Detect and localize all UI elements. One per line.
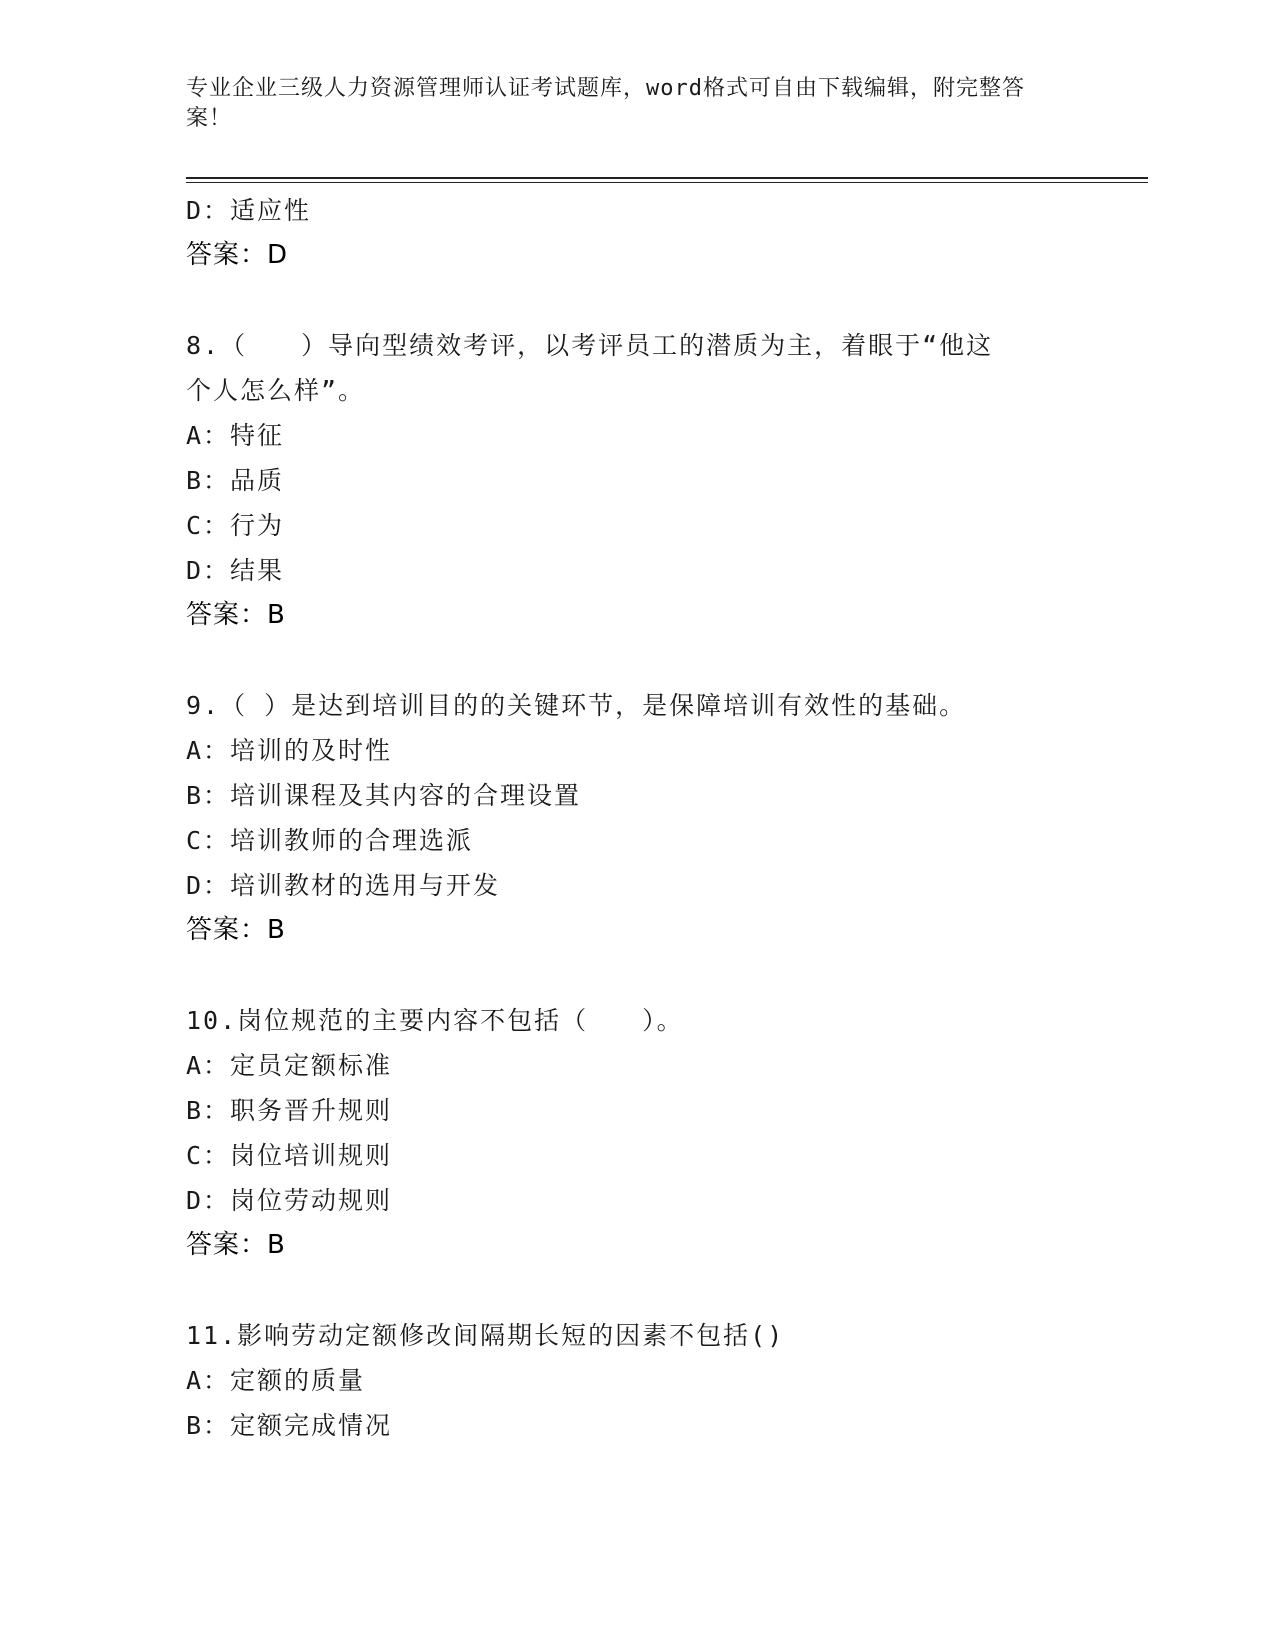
spacer	[186, 278, 1146, 323]
spacer	[186, 953, 1146, 998]
q11-option-a: A：定额的质量	[186, 1366, 366, 1395]
page-header: 专业企业三级人力资源管理师认证考试题库，word格式可自由下载编辑，附完整答案！	[186, 76, 1025, 131]
q8-option-b: B：品质	[186, 466, 285, 495]
q8-option-d: D：结果	[186, 556, 285, 585]
spacer	[186, 638, 1146, 683]
q10-option-c: C：岗位培训规则	[186, 1141, 393, 1170]
q10-answer: 答案：B	[186, 1230, 286, 1260]
prev-answer: 答案：D	[186, 240, 289, 270]
header-divider-thick	[186, 177, 1148, 179]
q8-answer: 答案：B	[186, 600, 286, 630]
spacer	[186, 1268, 1146, 1313]
q11-option-b: B：定额完成情况	[186, 1411, 393, 1440]
prev-option-d: D：适应性	[186, 196, 312, 225]
q9-option-c: C：培训教师的合理选派	[186, 826, 474, 855]
question-list	[186, 188, 1146, 1448]
q10-stem: 10.岗位规范的主要内容不包括（ ）。	[186, 1006, 684, 1035]
q11-stem: 11.影响劳动定额修改间隔期长短的因素不包括()	[186, 1321, 785, 1350]
q10-option-b: B：职务晋升规则	[186, 1096, 393, 1125]
q10-option-d: D：岗位劳动规则	[186, 1186, 393, 1215]
q9-option-b: B：培训课程及其内容的合理设置	[186, 781, 582, 810]
q8-stem-line2: 个人怎么样”。	[186, 376, 366, 405]
q8-option-c: C：行为	[186, 511, 285, 540]
q10-option-a: A：定员定额标准	[186, 1051, 393, 1080]
q9-answer: 答案：B	[186, 915, 286, 945]
q9-option-d: D：培训教材的选用与开发	[186, 871, 501, 900]
q9-stem: 9.（ ）是达到培训目的的关键环节，是保障培训有效性的基础。	[186, 691, 967, 720]
q8-stem-line1: 8.（ ）导向型绩效考评，以考评员工的潜质为主，着眼于“他这	[186, 331, 994, 360]
header-divider-thin	[186, 182, 1148, 183]
q8-option-a: A：特征	[186, 421, 285, 450]
q9-option-a: A：培训的及时性	[186, 736, 393, 765]
